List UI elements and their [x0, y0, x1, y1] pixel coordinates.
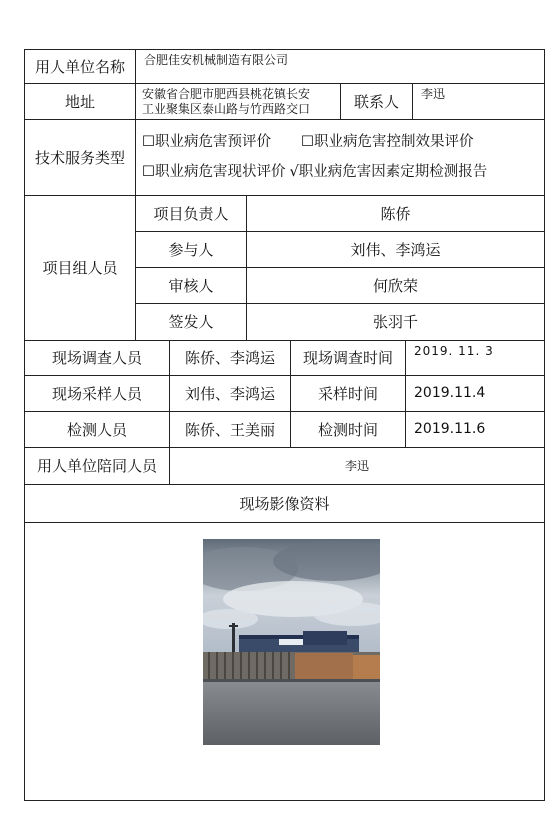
- employer-label: 用人单位名称: [24, 49, 136, 84]
- member-role: 审核人: [135, 267, 247, 304]
- member-role: 参与人: [135, 231, 247, 268]
- employer-value: 合肥佳安机械制造有限公司: [135, 49, 545, 84]
- service-type-options: [135, 119, 545, 196]
- testing-time-label: 检测时间: [290, 411, 406, 448]
- member-name: 张羽千: [246, 303, 545, 341]
- service-type-label: 技术服务类型: [24, 119, 136, 196]
- photo-section-title: 现场影像资料: [24, 484, 545, 523]
- site-photo: [203, 539, 380, 745]
- accompany-value: 李迅: [169, 447, 545, 485]
- option-control-effect: ☐职业病危害控制效果评价: [301, 134, 474, 151]
- member-name: 刘伟、李鸿运: [246, 231, 545, 268]
- member-role: 签发人: [135, 303, 247, 341]
- member-role: 项目负责人: [135, 195, 247, 232]
- option-periodic-testing: √职业病危害因素定期检测报告: [289, 163, 488, 180]
- sampling-staff-value: 刘伟、李鸿运: [169, 375, 291, 412]
- sampling-time-value: 2019.11.4: [405, 375, 545, 412]
- member-name: 陈侨: [246, 195, 545, 232]
- address-value: [135, 83, 341, 120]
- assessment-form: [24, 49, 545, 801]
- option-pre-assessment: ☐职业病危害预评价: [142, 134, 271, 151]
- accompany-label: 用人单位陪同人员: [24, 447, 170, 485]
- testing-staff-label: 检测人员: [24, 411, 170, 448]
- survey-staff-label: 现场调查人员: [24, 340, 170, 376]
- address-line-1: 安徽省合肥市肥西县桃花镇长安: [142, 86, 311, 101]
- survey-time-value: 2019. 11. 3: [405, 340, 545, 376]
- address-label: 地址: [24, 83, 136, 120]
- project-group-label: 项目组人员: [24, 195, 136, 341]
- contact-value: 李迅: [412, 83, 545, 120]
- survey-time-label: 现场调查时间: [290, 340, 406, 376]
- survey-staff-value: 陈侨、李鸿运: [169, 340, 291, 376]
- address-line-2: 工业聚集区泰山路与竹西路交口: [142, 102, 311, 116]
- testing-staff-value: 陈侨、王美丽: [169, 411, 291, 448]
- option-status-assessment: ☐职业病危害现状评价: [142, 163, 286, 180]
- sampling-staff-label: 现场采样人员: [24, 375, 170, 412]
- testing-time-value: 2019.11.6: [405, 411, 545, 448]
- member-name: 何欣荣: [246, 267, 545, 304]
- contact-label: 联系人: [340, 83, 413, 120]
- sampling-time-label: 采样时间: [290, 375, 406, 412]
